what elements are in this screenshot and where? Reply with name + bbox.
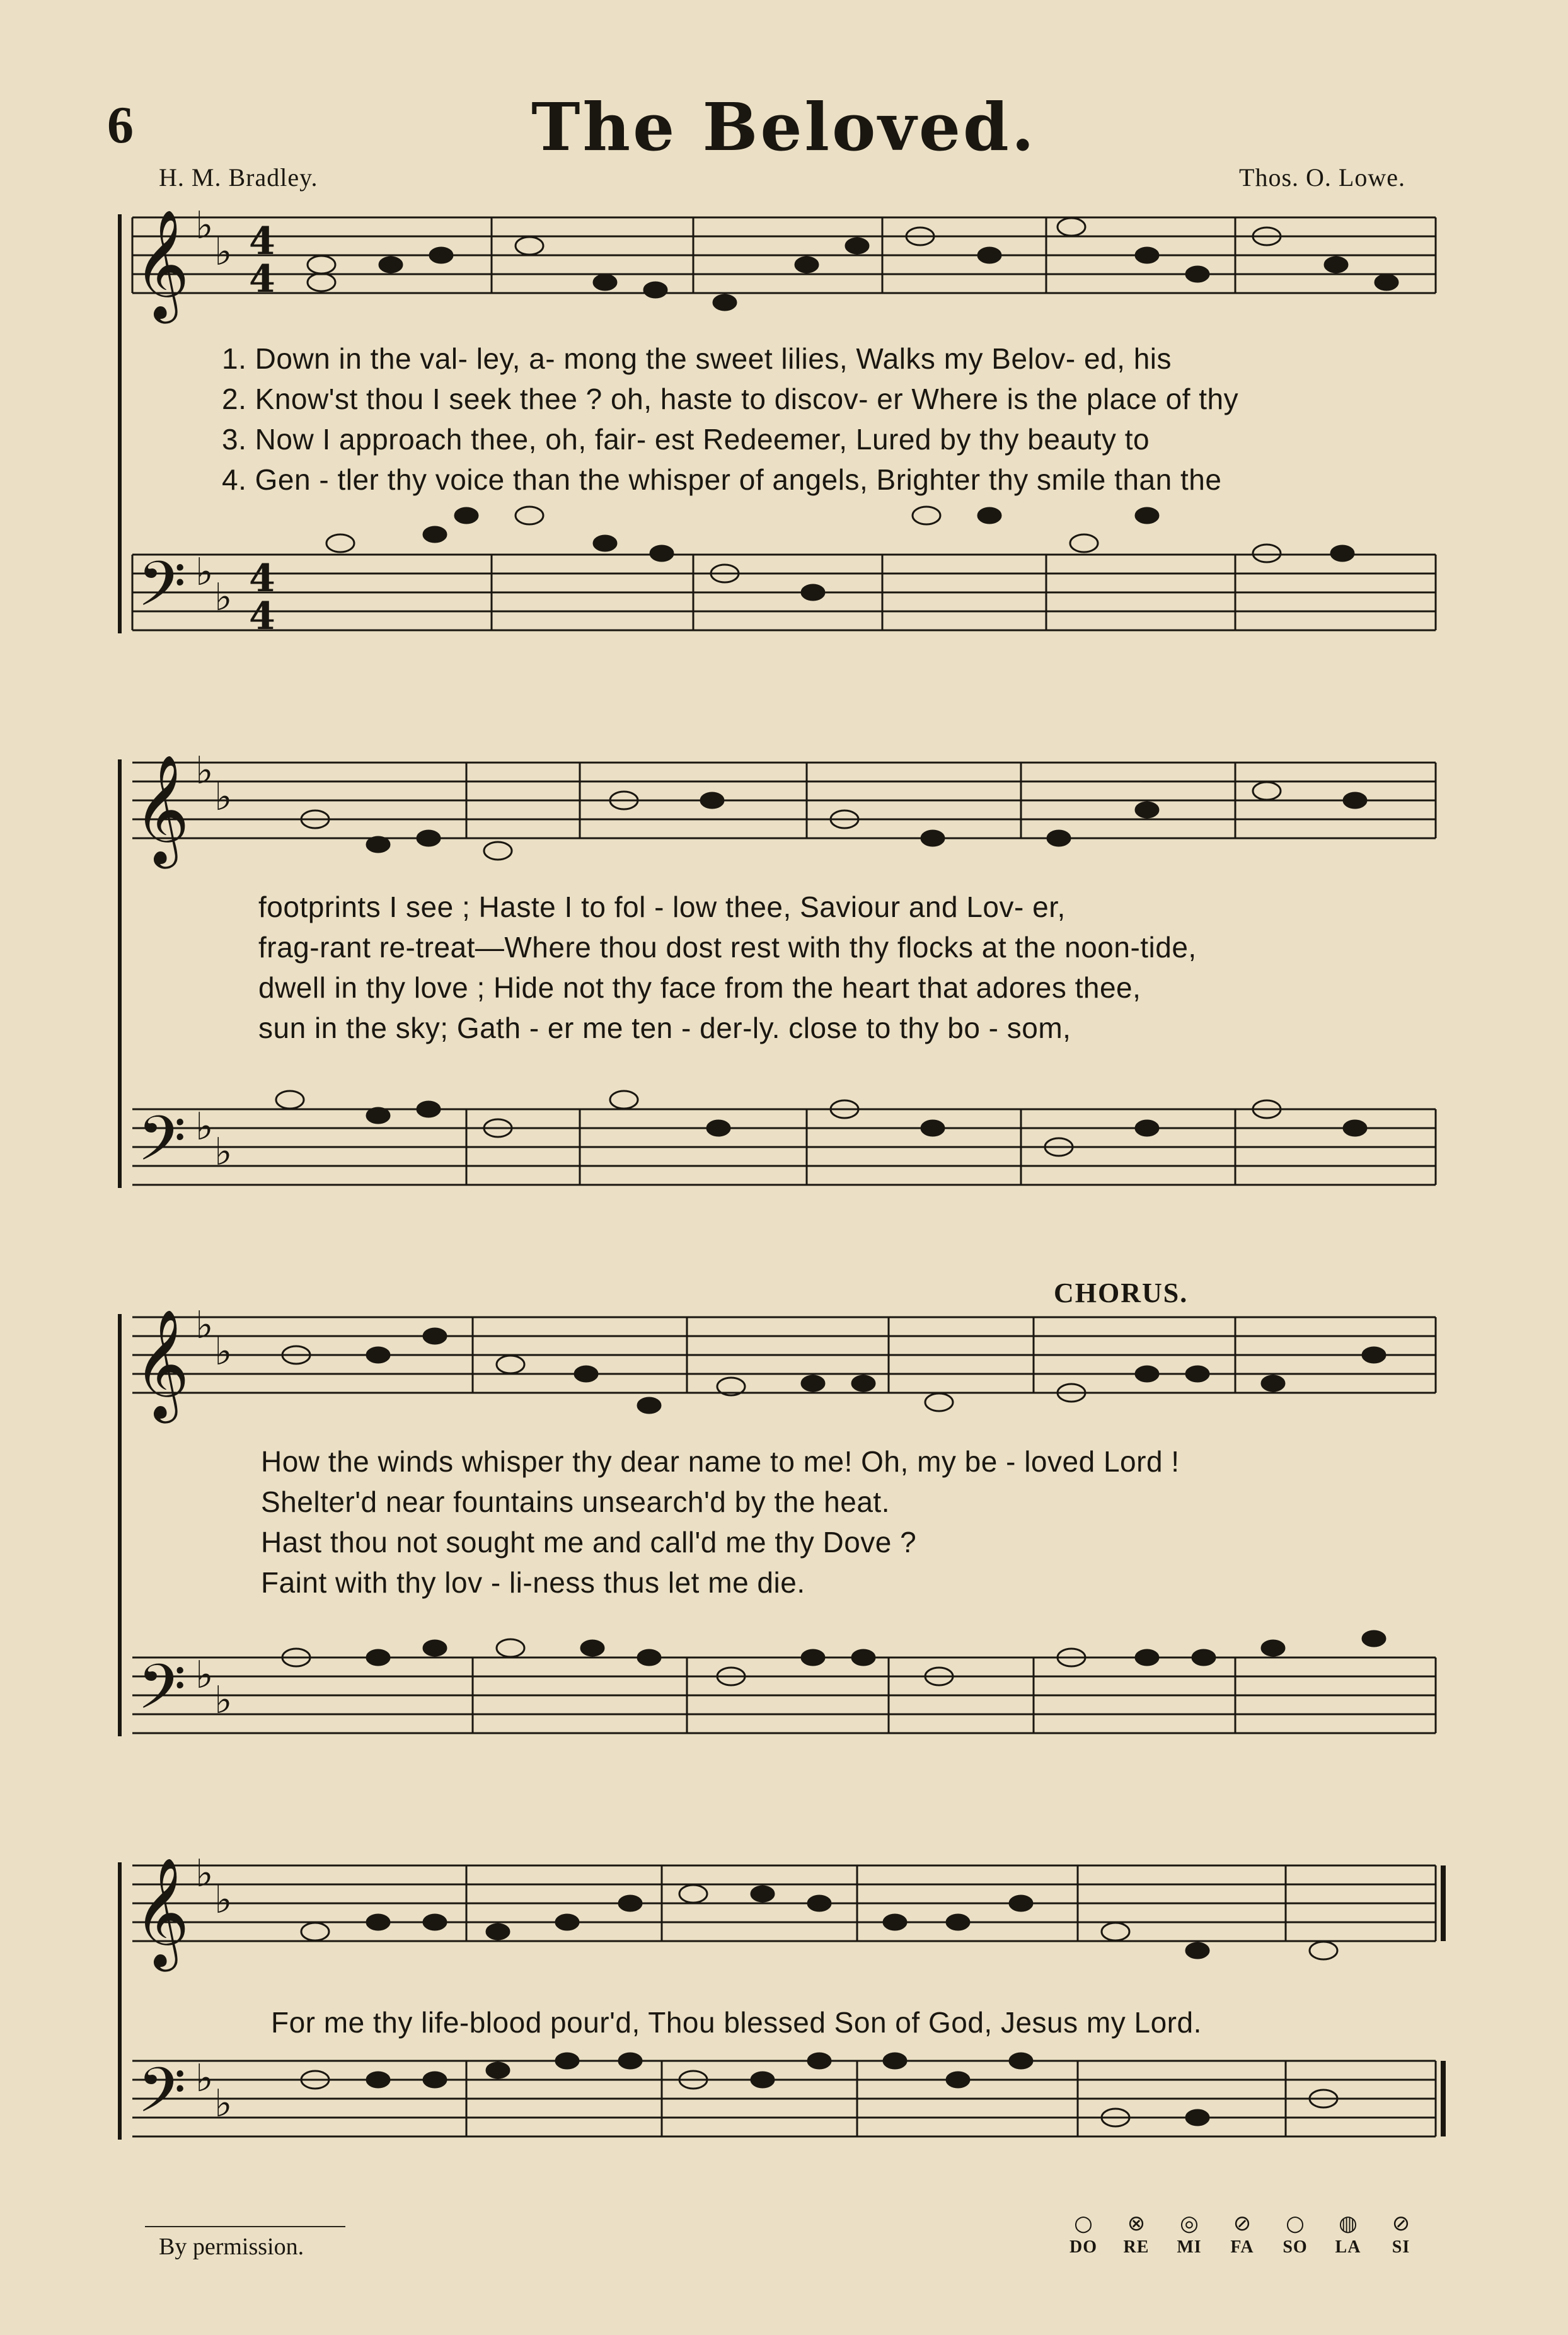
system4-bass-staff (132, 2061, 1436, 2136)
svg-text:4: 4 (249, 556, 275, 601)
verse2-line: frag-rant re-treat—Where thou dost rest with thy flocks at the noon-tide, (258, 931, 1197, 964)
system3-treble-staff (132, 1317, 1436, 1393)
solfa-si: ⊘ SI (1392, 2211, 1410, 2257)
system1-treble-staff (132, 217, 1436, 293)
bass-clef-icon: 𝄢 (137, 1103, 187, 1191)
la-shape-icon: ◍ (1339, 2211, 1358, 2236)
hymn-title: The Beloved. (531, 88, 1037, 166)
verse4-line: sun in the sky; Gath - er me ten - der-ly. close to thy bo - som, (258, 1012, 1071, 1044)
footer-rule (145, 2226, 345, 2227)
verse1-line: 1. Down in the val- ley, a- mong the sweet lilies, Walks my Belov- ed, his (222, 342, 1172, 375)
verse3-line: 3. Now I approach thee, oh, fair- est Redeemer, Lured by thy beauty to (222, 423, 1150, 456)
permission-note: By permission. (159, 2234, 304, 2260)
verse3-line: dwell in thy love ; Hide not thy face from the heart that adores thee, (258, 971, 1141, 1004)
svg-text:♭: ♭ (195, 749, 214, 793)
system2-treble-staff (132, 763, 1436, 838)
svg-text:♭: ♭ (214, 230, 233, 274)
clefs (134, 209, 190, 2142)
barlines (132, 217, 1436, 2136)
verse2-line: Shelter'd near fountains unsearch'd by the heat. (261, 1485, 890, 1518)
solfa-re: ⊗ RE (1123, 2211, 1150, 2257)
svg-text:♭: ♭ (214, 1330, 233, 1374)
verse3-line: Hast thou not sought me and call'd me thy Dove ? (261, 1526, 917, 1559)
svg-text:4: 4 (249, 594, 275, 638)
treble-clef-icon: 𝄞 (134, 1309, 190, 1419)
verse2-line: 2. Know'st thou I seek thee ? oh, haste to discov- er Where is the place of thy (222, 383, 1239, 415)
verse1-line: footprints I see ; Haste I to fol - low thee, Saviour and Lov- er, (258, 891, 1066, 923)
svg-text:♭: ♭ (195, 1303, 214, 1347)
verse4-line: 4. Gen - tler thy voice than the whisper of angels, Brighter thy smile than the (222, 463, 1222, 496)
solfa-fa: ⊘ FA (1230, 2211, 1254, 2257)
solfa-legend (1063, 2212, 1422, 2257)
page-number: 6 (107, 96, 134, 154)
svg-text:♭: ♭ (214, 1878, 233, 1922)
svg-text:♭: ♭ (214, 575, 233, 620)
svg-text:♭: ♭ (195, 1852, 214, 1896)
svg-text:♭: ♭ (214, 1678, 233, 1722)
bass-clef-icon: 𝄢 (137, 1651, 187, 1739)
treble-clef-icon: 𝄞 (134, 209, 190, 319)
do-shape-icon: ○ (1074, 2211, 1093, 2236)
treble-clef-icon: 𝄞 (134, 754, 190, 864)
chorus-lyric-line: For me thy life-blood pour'd, Thou blessed Son of God, Jesus my Lord. (271, 2006, 1202, 2039)
svg-text:♭: ♭ (195, 204, 214, 248)
re-shape-icon: ⊗ (1127, 2211, 1146, 2236)
system3-bass-staff (132, 1658, 1436, 1733)
si-shape-icon: ⊘ (1392, 2211, 1410, 2236)
bass-clef-icon: 𝄢 (137, 548, 187, 636)
solfa-do: ○ DO (1069, 2211, 1097, 2257)
system2-bass-staff (132, 1109, 1436, 1185)
svg-text:♭: ♭ (195, 550, 214, 594)
composer-credit: Thos. O. Lowe. (1239, 163, 1405, 192)
verse4-line: Faint with thy lov - li-ness thus let me die. (261, 1566, 805, 1599)
verse1-line: How the winds whisper thy dear name to me! Oh, my be - loved Lord ! (261, 1445, 1180, 1478)
note-heads (276, 218, 1398, 2126)
solfa-so: ○ SO (1283, 2211, 1308, 2257)
svg-text:♭: ♭ (214, 2082, 233, 2126)
system1-bass-staff (132, 555, 1436, 630)
svg-text:♭: ♭ (214, 775, 233, 819)
mi-shape-icon: ◎ (1180, 2211, 1199, 2236)
chorus-label: CHORUS. (1054, 1277, 1189, 1308)
so-shape-icon: ○ (1286, 2211, 1305, 2236)
bass-clef-icon: 𝄢 (137, 2055, 187, 2142)
svg-text:♭: ♭ (195, 1653, 214, 1697)
fa-shape-icon: ⊘ (1233, 2211, 1252, 2236)
svg-text:4: 4 (249, 257, 275, 301)
solfa-mi: ◎ MI (1177, 2211, 1202, 2257)
solfa-la: ◍ LA (1335, 2211, 1361, 2257)
lyricist-credit: H. M. Bradley. (159, 163, 318, 192)
treble-clef-icon: 𝄞 (134, 1857, 190, 1967)
svg-text:♭: ♭ (195, 1105, 214, 1149)
svg-text:♭: ♭ (195, 2056, 214, 2101)
svg-text:4: 4 (249, 219, 275, 263)
svg-text:♭: ♭ (214, 1130, 233, 1174)
